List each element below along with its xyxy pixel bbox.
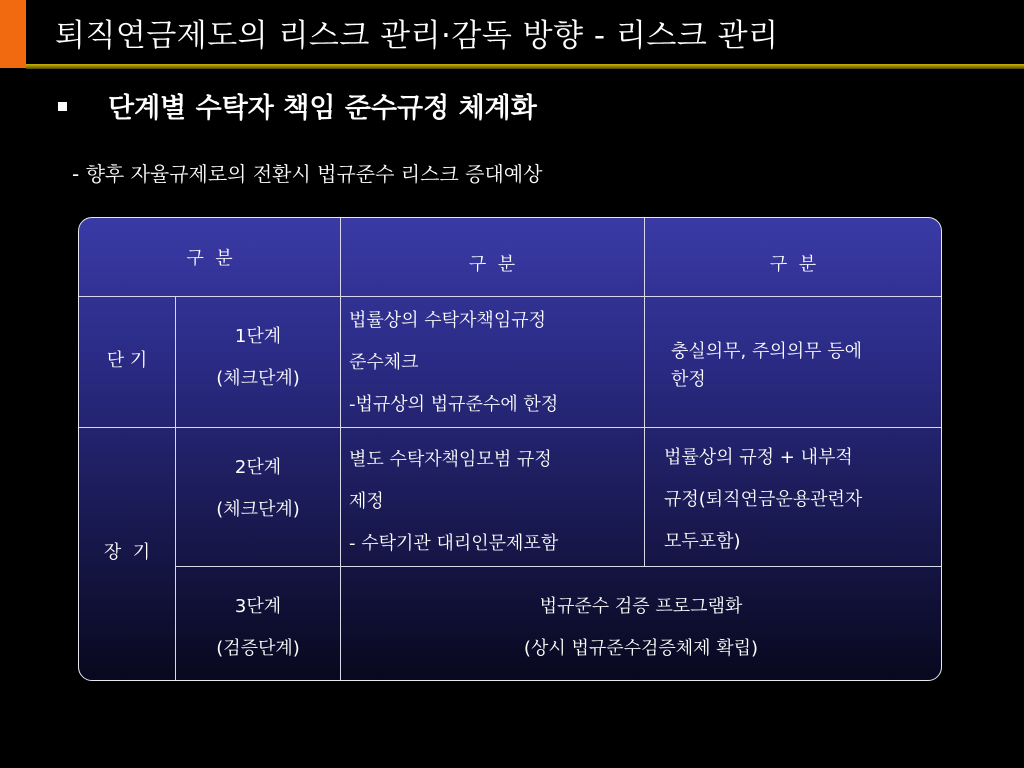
table-cell xyxy=(349,300,643,426)
group-label-long-term: 장 기 xyxy=(103,542,151,563)
stage-cell xyxy=(176,586,340,670)
group-label-short-term: 단 기 xyxy=(106,350,148,371)
cell-line: 규정(퇴직연금운용관련자 xyxy=(664,489,863,510)
cell-line: - 수탁기관 대리인문제포함 xyxy=(349,533,559,554)
slide-title: 퇴직연금제도의 리스크 관리·감독 방향 - 리스크 관리 xyxy=(55,18,779,54)
table-header-cell: 구 분 xyxy=(186,248,233,269)
stage-label: 3단계 xyxy=(234,596,282,617)
table-cell xyxy=(664,437,940,563)
stage-sub-label: (체크단계) xyxy=(216,499,300,520)
cell-line: 한정 xyxy=(671,369,706,390)
cell-line: 제정 xyxy=(349,491,384,512)
cell-line: 준수체크 xyxy=(349,352,419,373)
stage-cell xyxy=(176,447,340,531)
cell-line: 법규준수 검증 프로그램화 xyxy=(539,596,743,617)
table-divider xyxy=(79,427,941,428)
bullet-point xyxy=(58,86,537,125)
cell-line: 충실의무, 주의의무 등에 xyxy=(671,341,863,362)
table-header-cell: 구 분 xyxy=(468,254,516,275)
title-divider xyxy=(26,64,1024,69)
cell-line: (상시 법규준수검증체제 확립) xyxy=(523,638,759,659)
stage-label: 2단계 xyxy=(234,457,282,478)
square-bullet-icon xyxy=(58,102,67,111)
stage-sub-label: (체크단계) xyxy=(216,368,300,389)
stage-cell xyxy=(176,316,340,400)
stage-label: 1단계 xyxy=(234,326,282,347)
bullet-text: 단계별 수탁자 책임 준수규정 체계화 xyxy=(108,93,537,124)
table-divider xyxy=(79,296,941,297)
cell-line: 모두포함) xyxy=(664,531,741,552)
cell-line: 법률상의 수탁자책임규정 xyxy=(349,310,546,331)
cell-line: 별도 수탁자책임모범 규정 xyxy=(349,449,552,470)
table-cell xyxy=(671,338,939,394)
stage-table xyxy=(78,217,942,681)
subtitle-note: - 향후 자율규제로의 전환시 법규준수 리스크 증대예상 xyxy=(72,162,543,186)
table-header-cell: 구 분 xyxy=(769,254,817,275)
cell-line: 법률상의 규정 + 내부적 xyxy=(664,447,853,468)
title-accent-bar xyxy=(0,0,26,68)
stage-sub-label: (검증단계) xyxy=(216,638,300,659)
merged-cell xyxy=(341,586,941,670)
cell-line: -법규상의 법규준수에 한정 xyxy=(349,394,559,415)
table-cell xyxy=(349,439,643,565)
table-divider xyxy=(175,566,941,567)
